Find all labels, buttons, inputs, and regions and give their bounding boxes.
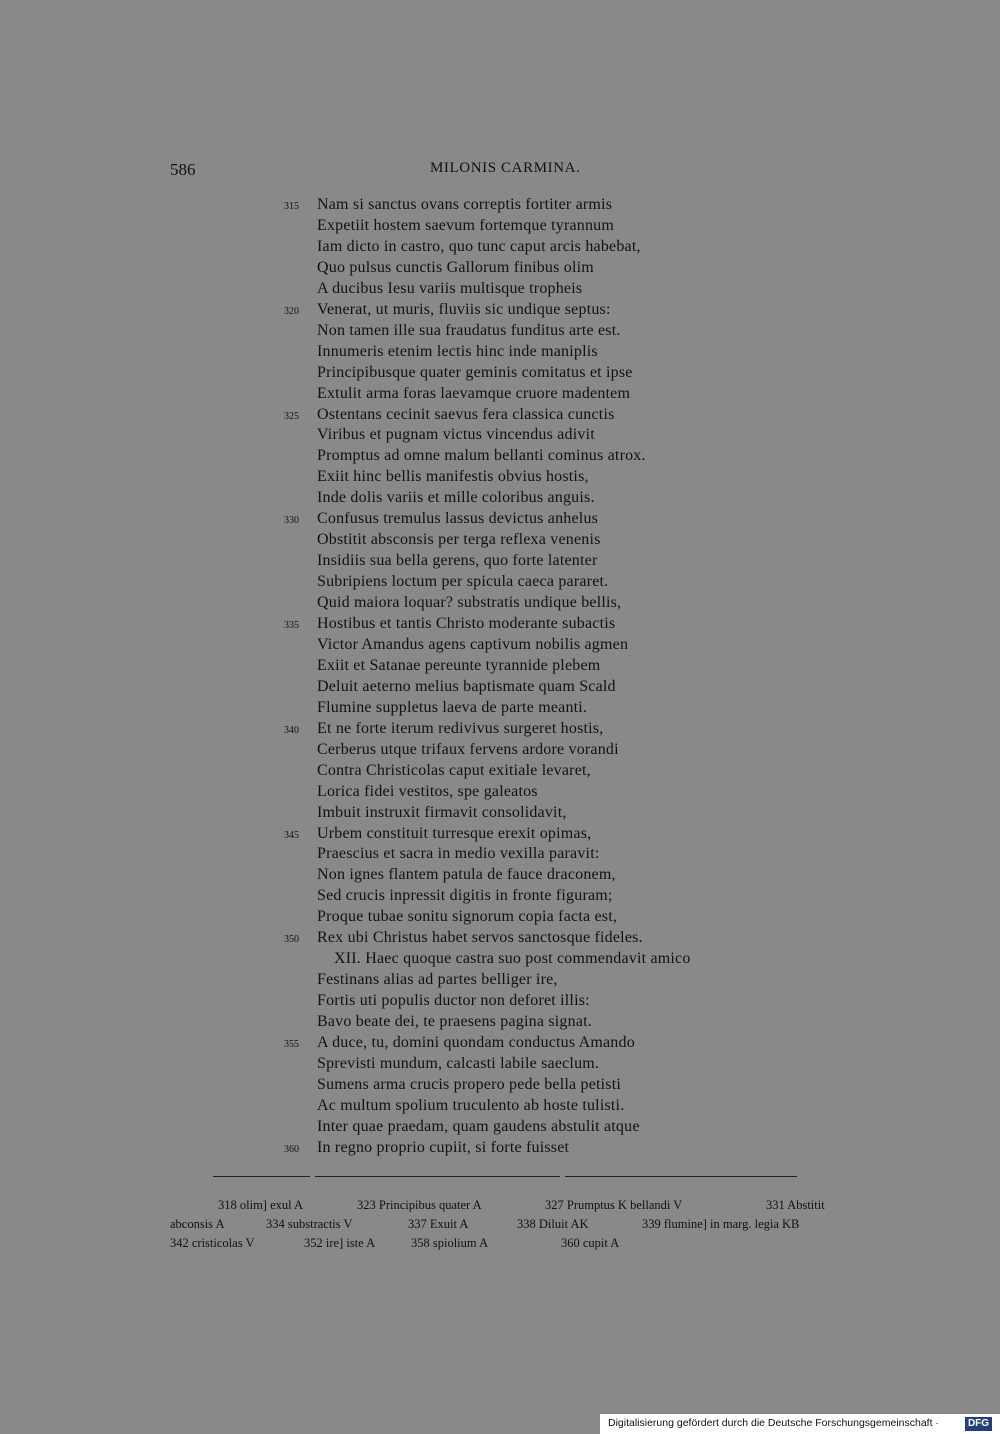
verse-line: [0, 636, 1000, 657]
apparatus-entry: 327 Prumptus K bellandi V: [545, 1198, 683, 1212]
line-number: 325: [284, 410, 299, 422]
verse-text: Contra Christicolas caput exitiale levaret,: [317, 761, 591, 779]
verse-text: Flumine suppletus laeva de parte meanti.: [317, 698, 588, 716]
verse-text: Deluit aeterno melius baptismate quam Scald: [317, 677, 616, 695]
verse-text: Subripiens loctum per spicula caeca pararet.: [317, 573, 609, 591]
verse-line: [0, 908, 1000, 929]
verse-text: Venerat, ut muris, fluviis sic undique septus:: [317, 300, 611, 318]
verse-line: [0, 720, 1000, 741]
verse-line: [0, 552, 1000, 573]
apparatus-entry: 360 cupit A: [561, 1236, 620, 1250]
verse-line: [0, 594, 1000, 615]
page-header: [0, 160, 1000, 184]
verse-line: [0, 531, 1000, 552]
line-number: 335: [284, 620, 299, 631]
line-number: 330: [284, 515, 299, 527]
line-number: 355: [284, 1039, 299, 1050]
verse-line: [0, 1013, 1000, 1034]
verse-text: Sed crucis inpressit digitis in fronte figuram;: [317, 887, 613, 905]
verse-line: [0, 762, 1000, 783]
verse-line: [0, 426, 1000, 447]
verse-line: [0, 322, 1000, 343]
verse-text: Et ne forte iterum redivivus surgeret hostis,: [317, 719, 604, 737]
verse-line: [0, 1139, 1000, 1160]
verse-line: [0, 1118, 1000, 1139]
apparatus-entry: 339 flumine] in marg. legia KB: [642, 1217, 800, 1231]
apparatus-entry: 352 ire] iste A: [304, 1236, 376, 1250]
verse-line: [0, 364, 1000, 385]
verse-line: [0, 385, 1000, 406]
verse-line: [0, 866, 1000, 887]
verse-text: Rex ubi Christus habet servos sanctosque fideles.: [317, 929, 643, 947]
verse-text: Iam dicto in castro, quo tunc caput arcis habebat,: [317, 237, 641, 255]
verse-text: Fortis uti populis ductor non deforet illis:: [317, 992, 590, 1010]
verse-line: [0, 657, 1000, 678]
verse-line: [0, 259, 1000, 280]
verse-line: [0, 804, 1000, 825]
apparatus-entry: 318 olim] exul A: [218, 1198, 304, 1212]
verse-line: [0, 1055, 1000, 1076]
verse-line: [0, 468, 1000, 489]
apparatus-entry: 342 cristicolas V: [170, 1236, 255, 1250]
digitization-footer: [600, 1414, 1000, 1434]
verse-line: [0, 447, 1000, 468]
verse-text: Inde dolis variis et mille coloribus anguis.: [317, 489, 595, 507]
verse-text: Ac multum spolium truculento ab hoste tulisti.: [317, 1096, 625, 1114]
apparatus-entry: 338 Diluit AK: [517, 1217, 589, 1231]
verse-line: [0, 699, 1000, 720]
footnote-rule: [315, 1176, 560, 1177]
verse-text: Viribus et pugnam victus vincendus adivit: [317, 426, 595, 444]
verse-line: [0, 196, 1000, 217]
footer-credit: Digitalisierung gefördert durch die Deutsche Forschungsgemeinschaft ·: [608, 1417, 939, 1429]
verse-text: Festinans alias ad partes belliger ire,: [317, 971, 558, 989]
verse-line: [0, 280, 1000, 301]
verse-line: [0, 343, 1000, 364]
verse-text: XII. Haec quoque castra suo post commendavit amico: [334, 950, 691, 968]
line-number: 350: [284, 934, 299, 946]
verse-text: Obstitit absconsis per terga reflexa venenis: [317, 531, 601, 549]
verse-text: Praescius et sacra in medio vexilla paravit:: [317, 845, 600, 863]
verse-text: Confusus tremulus lassus devictus anhelus: [317, 510, 599, 528]
verse-line: [0, 845, 1000, 866]
verse-line: [0, 971, 1000, 992]
verse-line: [0, 741, 1000, 762]
verse-line: [0, 615, 1000, 636]
verse-text: Sumens arma crucis propero pede bella petisti: [317, 1075, 622, 1093]
verse-line: [0, 1097, 1000, 1118]
page-number: 586: [170, 160, 196, 179]
apparatus-entry: 323 Principibus quater A: [357, 1198, 482, 1212]
verse-line: [0, 992, 1000, 1013]
verse-line: [0, 301, 1000, 322]
verse-text: Urbem constituit turresque erexit opimas,: [317, 824, 592, 842]
footnote-rule: [565, 1176, 797, 1177]
verse-text: Lorica fidei vestitos, spe galeatos: [317, 782, 538, 800]
verse-text: Sprevisti mundum, calcasti labile saeclum.: [317, 1054, 600, 1072]
verse-line: [0, 217, 1000, 238]
verse-line: [0, 406, 1000, 427]
apparatus-entry: 331 Abstitit: [766, 1198, 825, 1212]
apparatus-entry: 337 Exuit A: [408, 1217, 469, 1231]
verse-line: [0, 950, 1000, 971]
verse-line: [0, 887, 1000, 908]
verse-text: Extulit arma foras laevamque cruore madentem: [317, 384, 631, 402]
footnote-rule: [213, 1176, 310, 1177]
verse-line: [0, 678, 1000, 699]
verse-line: [0, 825, 1000, 846]
verse-text: Innumeris etenim lectis hinc inde maniplis: [317, 342, 598, 360]
verse-line: [0, 573, 1000, 594]
verse-text: Ostentans cecinit saevus fera classica cunctis: [317, 405, 615, 423]
dfg-logo-icon: DFG: [965, 1417, 992, 1431]
line-number: 360: [284, 1143, 299, 1155]
verse-text: Insidiis sua bella gerens, quo forte latenter: [317, 552, 598, 570]
verse-line: [0, 489, 1000, 510]
verse-text: Quid maiora loquar? substratis undique bellis,: [317, 594, 622, 612]
verse-text: Expetiit hostem saevum fortemque tyrannum: [317, 216, 615, 234]
apparatus-entry: abconsis A: [170, 1217, 225, 1231]
apparatus-entry: 334 substractis V: [266, 1217, 353, 1231]
verse-text: Proque tubae sonitu signorum copia facta est,: [317, 908, 618, 926]
verse-text: Cerberus utque trifaux fervens ardore vorandi: [317, 740, 619, 758]
verse-text: Nam si sanctus ovans correptis fortiter armis: [317, 196, 613, 213]
verse-text: Non ignes flantem patula de fauce draconem,: [317, 866, 616, 884]
verse-text: In regno proprio cupiit, si forte fuisset: [317, 1138, 570, 1156]
running-title: MILONIS CARMINA.: [430, 160, 581, 176]
verse-line: [0, 929, 1000, 950]
verse-text: Promptus ad omne malum bellanti cominus atrox.: [317, 447, 646, 465]
line-number: 315: [284, 201, 299, 212]
verse-text: Quo pulsus cunctis Gallorum finibus olim: [317, 258, 594, 276]
verse-text: A duce, tu, domini quondam conductus Amando: [317, 1034, 635, 1051]
verse-text: Exiit et Satanae pereunte tyrannide plebem: [317, 656, 601, 674]
verse-text: Hostibus et tantis Christo moderante subactis: [317, 615, 616, 632]
verse-line: [0, 510, 1000, 531]
verse-text: Imbuit instruxit firmavit consolidavit,: [317, 803, 567, 821]
verse-text: Principibusque quater geminis comitatus et ipse: [317, 363, 633, 381]
verse-line: [0, 783, 1000, 804]
line-number: 340: [284, 724, 299, 736]
line-number: 320: [284, 305, 299, 317]
verse-text: Exiit hinc bellis manifestis obvius hostis,: [317, 468, 589, 486]
apparatus-entry: 358 spiolium A: [411, 1236, 489, 1250]
verse-line: [0, 1076, 1000, 1097]
verse-line: [0, 238, 1000, 259]
line-number: 345: [284, 829, 299, 841]
verse-text: Victor Amandus agens captivum nobilis agmen: [317, 635, 629, 653]
verse-line: [0, 1034, 1000, 1055]
verse-text: Bavo beate dei, te praesens pagina signat.: [317, 1013, 592, 1031]
verse-text: Inter quae praedam, quam gaudens abstulit atque: [317, 1117, 640, 1135]
verse-text: A ducibus Iesu variis multisque tropheis: [317, 279, 583, 297]
verse-text: Non tamen ille sua fraudatus funditus arte est.: [317, 321, 621, 339]
